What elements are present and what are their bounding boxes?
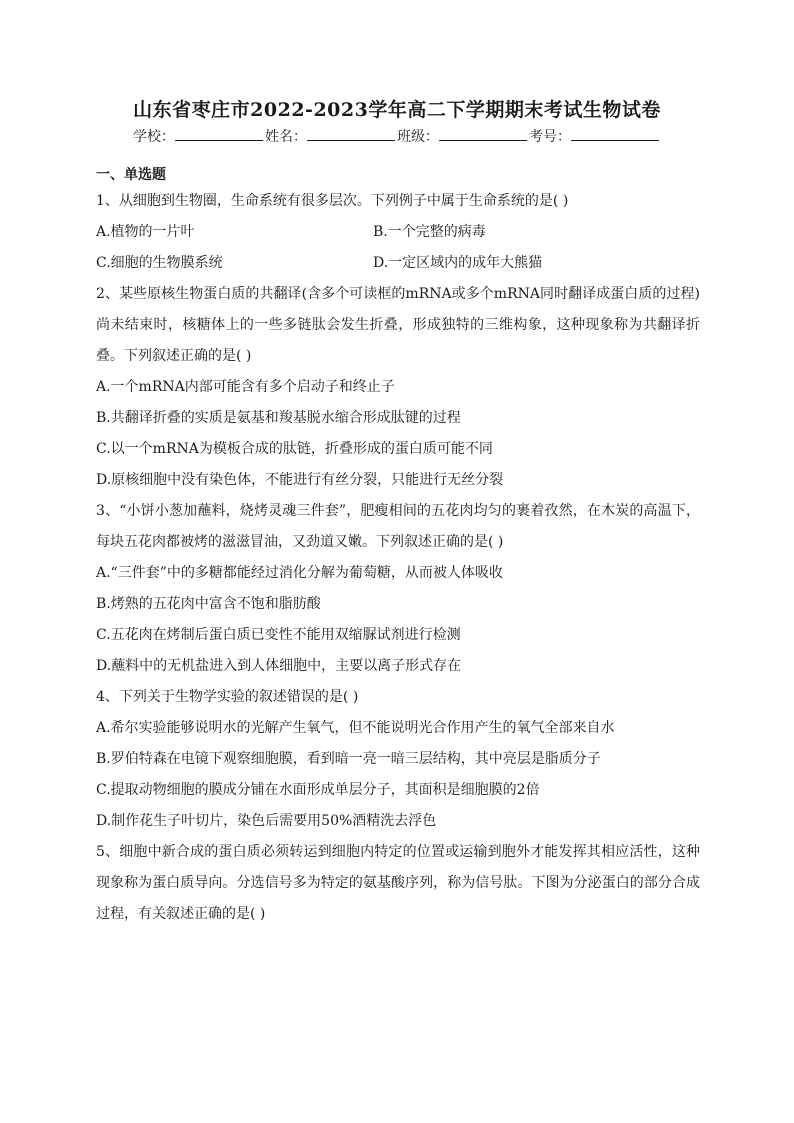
option-row xyxy=(96,248,700,279)
option-d: D.原核细胞中没有染色体，不能进行有丝分裂，只能进行无丝分裂 xyxy=(96,472,504,488)
exam-number-label: 考号： xyxy=(529,129,571,145)
option-c: C.五花肉在烤制后蛋白质已变性不能用双缩脲试剂进行检测 xyxy=(96,627,461,643)
option-c: C.细胞的生物膜系统 xyxy=(96,255,223,271)
student-info-line xyxy=(0,126,794,146)
option-a: A.“三件套”中的多糖都能经过消化分解为葡萄糖，从而被人体吸收 xyxy=(96,565,503,581)
class-blank xyxy=(439,126,527,141)
question-2 xyxy=(96,279,700,496)
question-stem: 4、下列关于生物学实验的叙述错误的是( ) xyxy=(96,689,359,705)
option-b: B.烤熟的五花肉中富含不饱和脂肪酸 xyxy=(96,596,321,612)
question-1 xyxy=(96,186,700,279)
class-label: 班级： xyxy=(397,129,439,145)
school-blank xyxy=(175,126,263,141)
question-stem: 1、从细胞到生物圈，生命系统有很多层次。下列例子中属于生命系统的是( ) xyxy=(96,193,569,209)
option-d: D.蘸料中的无机盐进入到人体细胞中，主要以离子形式存在 xyxy=(96,658,462,674)
option-b: B.罗伯特森在电镜下观察细胞膜，看到暗一亮一暗三层结构，其中亮层是脂质分子 xyxy=(96,751,601,767)
option-d: D.一定区域内的成年大熊猫 xyxy=(373,255,543,271)
exam-number-blank xyxy=(571,126,659,141)
option-row xyxy=(96,217,700,248)
option-b: B.一个完整的病毒 xyxy=(373,224,486,240)
name-blank xyxy=(307,126,395,141)
option-a: A.植物的一片叶 xyxy=(96,224,195,240)
exam-title: 山东省枣庄市2022-2023学年高二下学期期末考试生物试卷 xyxy=(133,99,661,121)
question-stem: 5、细胞中新合成的蛋白质必须转运到细胞内特定的位置或运输到胞外才能发挥其相应活性，这种现象称为蛋白质导向。分选信号多为特定的氨基酸序列，称为信号肽。下图为分泌蛋白的部分合成过程，有关叙述正确的是( ) xyxy=(96,844,700,922)
option-a: A.一个mRNA内部可能含有多个启动子和终止子 xyxy=(96,379,395,395)
option-c: C.提取动物细胞的膜成分铺在水面形成单层分子，其面积是细胞膜的2倍 xyxy=(96,782,540,798)
school-label: 学校： xyxy=(133,129,175,145)
question-stem: 2、某些原核生物蛋白质的共翻译(含多个可读框的mRNA或多个mRNA同时翻译成蛋白质的过程)尚未结束时，核糖体上的一些多链肽会发生折叠，形成独特的三维构象，这种现象称为共翻译折叠。下列叙述正确的是( ) xyxy=(96,286,700,364)
question-stem: 3、“小饼小葱加蘸料，烧烤灵魂三件套”，肥瘦相间的五花肉均匀的裹着孜然，在木炭的高温下，每块五花肉都被烤的滋滋冒油，又劲道又嫩。下列叙述正确的是( ) xyxy=(96,503,700,550)
exam-content xyxy=(96,164,700,930)
option-b: B.共翻译折叠的实质是氨基和羧基脱水缩合形成肽键的过程 xyxy=(96,410,461,426)
option-d: D.制作花生子叶切片，染色后需要用50%酒精洗去浮色 xyxy=(96,813,437,829)
section-title: 一、单选题 xyxy=(96,167,166,183)
question-5 xyxy=(96,837,700,930)
option-a: A.希尔实验能够说明水的光解产生氧气，但不能说明光合作用产生的氧气全部来自水 xyxy=(96,720,615,736)
name-label: 姓名： xyxy=(265,129,307,145)
option-c: C.以一个mRNA为模板合成的肽链，折叠形成的蛋白质可能不同 xyxy=(96,441,493,457)
question-3 xyxy=(96,496,700,682)
question-4 xyxy=(96,682,700,837)
